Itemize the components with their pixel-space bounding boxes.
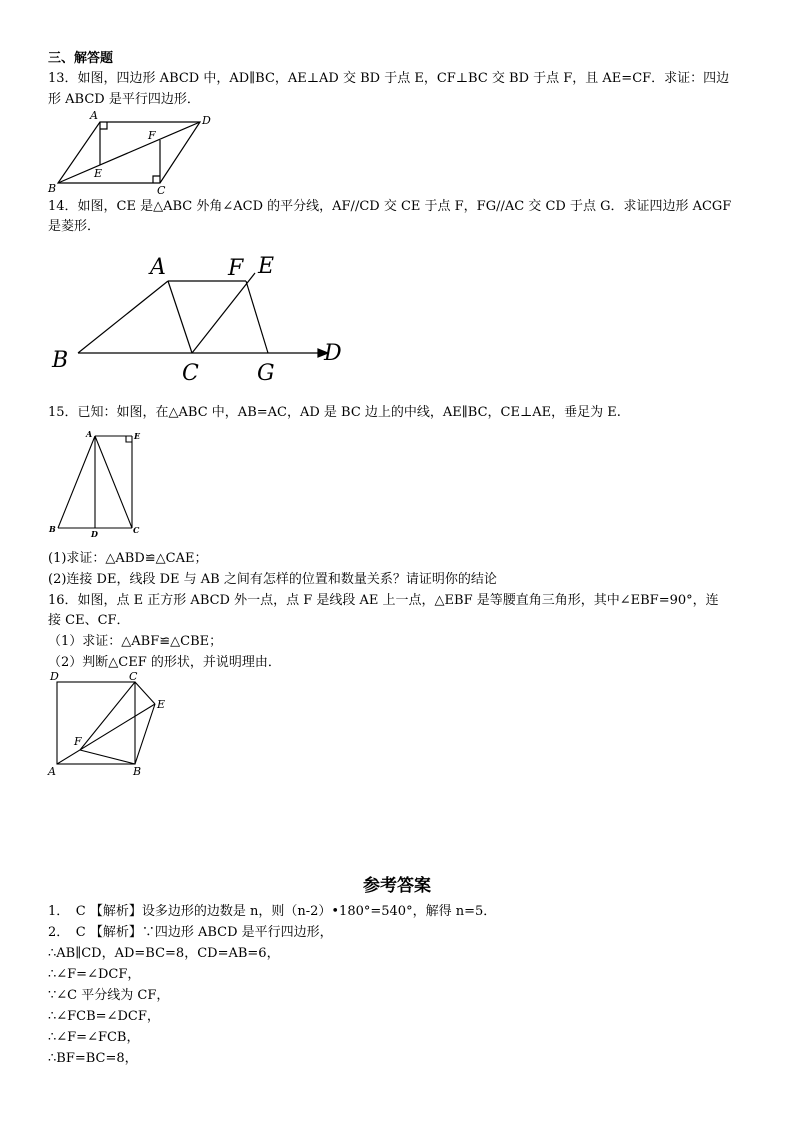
- q13-figure: [44, 109, 224, 197]
- q14-label-b: B: [52, 348, 69, 373]
- q14-label-a: A: [150, 255, 166, 280]
- q14-ray-ce: [192, 273, 255, 353]
- q16-label-d: D: [50, 670, 59, 683]
- q15-label-a: A: [86, 429, 93, 439]
- q14-figure: [50, 250, 350, 390]
- q14-segment-fg: [246, 281, 268, 353]
- q16-part1: （1）求证：△ABF≌△CBE；: [48, 634, 223, 649]
- answer-line: 2． C 【解析】∵四边形 ABCD 是平行四边形，: [48, 925, 333, 940]
- q13-right-angle-c: [153, 176, 160, 183]
- q15-right-angle-e: [126, 436, 132, 442]
- answers-title: 参考答案: [363, 876, 431, 896]
- q15-segment-ac: [95, 436, 132, 528]
- q16-segment-cf: [80, 682, 135, 750]
- q13-text-line1: 13．如图，四边形 ABCD 中，AD∥BC，AE⊥AD 交 BD 于点 E，CF⊥BC 交 BD 于点 F，且 AE=CF．求证：四边: [48, 71, 730, 86]
- q16-text-line1: 16．如图，点 E 正方形 ABCD 外一点，点 F 是线段 AE 上一点，△EBF 是等腰直角三角形，其中∠EBF=90°，连: [48, 593, 719, 608]
- answer-line: ∴∠F=∠FCB，: [48, 1030, 140, 1045]
- q13-text-line2: 形 ABCD 是平行四边形．: [48, 92, 200, 107]
- q15-segment-ab: [58, 436, 95, 528]
- section-title: 三、解答题: [48, 51, 114, 66]
- answer-line: ∴∠F=∠DCF，: [48, 967, 141, 982]
- q16-segment-ae: [57, 704, 155, 764]
- q16-segment-eb: [135, 704, 155, 764]
- q14-label-d: D: [324, 341, 342, 366]
- q14-text-line2: 是菱形．: [48, 219, 101, 234]
- q16-label-a: A: [48, 765, 56, 778]
- q14-segment-ab: [78, 281, 168, 353]
- answer-line: 1． C 【解析】设多边形的边数是 n，则（n-2）•180°=540°，解得 n=5．: [48, 904, 497, 919]
- q15-text-line1: 15．已知：如图，在△ABC 中，AB=AC，AD 是 BC 边上的中线，AE∥BC，CE⊥AE，垂足为 E.: [48, 405, 621, 420]
- q15-label-d: D: [91, 529, 98, 539]
- q13-label-c: C: [157, 184, 166, 197]
- q16-label-e: E: [157, 698, 166, 711]
- q14-label-c: C: [182, 361, 199, 386]
- q16-label-c: C: [129, 670, 138, 683]
- q13-label-a: A: [90, 109, 98, 122]
- q16-segment-bf: [80, 750, 135, 764]
- answer-line: ∴AB∥CD，AD=BC=8，CD=AB=6，: [48, 946, 280, 961]
- answer-line: ∴∠FCB=∠DCF，: [48, 1009, 160, 1024]
- q14-label-g: G: [257, 361, 275, 386]
- q14-label-e: E: [258, 254, 275, 279]
- q15-part2: (2)连接 DE，线段 DE 与 AB 之间有怎样的位置和数量关系？请证明你的结论: [48, 572, 497, 587]
- q14-segment-ac: [168, 281, 192, 353]
- q13-label-f: F: [148, 129, 156, 142]
- q13-label-b: B: [48, 182, 57, 195]
- q14-label-f: F: [228, 256, 244, 281]
- q13-label-d: D: [202, 114, 211, 127]
- answer-line: ∴BF=BC=8，: [48, 1051, 138, 1066]
- q13-label-e: E: [94, 167, 103, 180]
- q15-part1: (1)求证：△ABD≌△CAE；: [48, 551, 208, 566]
- q16-text-line2: 接 CE、CF．: [48, 613, 130, 628]
- q15-label-c: C: [133, 525, 140, 535]
- q15-label-e: E: [134, 431, 141, 441]
- q13-right-angle-a: [100, 122, 107, 129]
- q16-label-f: F: [74, 735, 82, 748]
- q16-figure: [44, 670, 184, 780]
- q16-part2: （2）判断△CEF 的形状，并说明理由．: [48, 655, 281, 670]
- q16-segment-ce: [135, 682, 155, 704]
- q16-label-b: B: [133, 765, 142, 778]
- q15-figure: [46, 428, 146, 540]
- q15-label-b: B: [49, 524, 56, 534]
- q14-text-line1: 14．如图，CE 是△ABC 外角∠ACD 的平分线，AF//CD 交 CE 于点 F，FG//AC 交 CD 于点 G．求证四边形 ACGF: [48, 199, 732, 214]
- answer-line: ∵∠C 平分线为 CF，: [48, 988, 170, 1003]
